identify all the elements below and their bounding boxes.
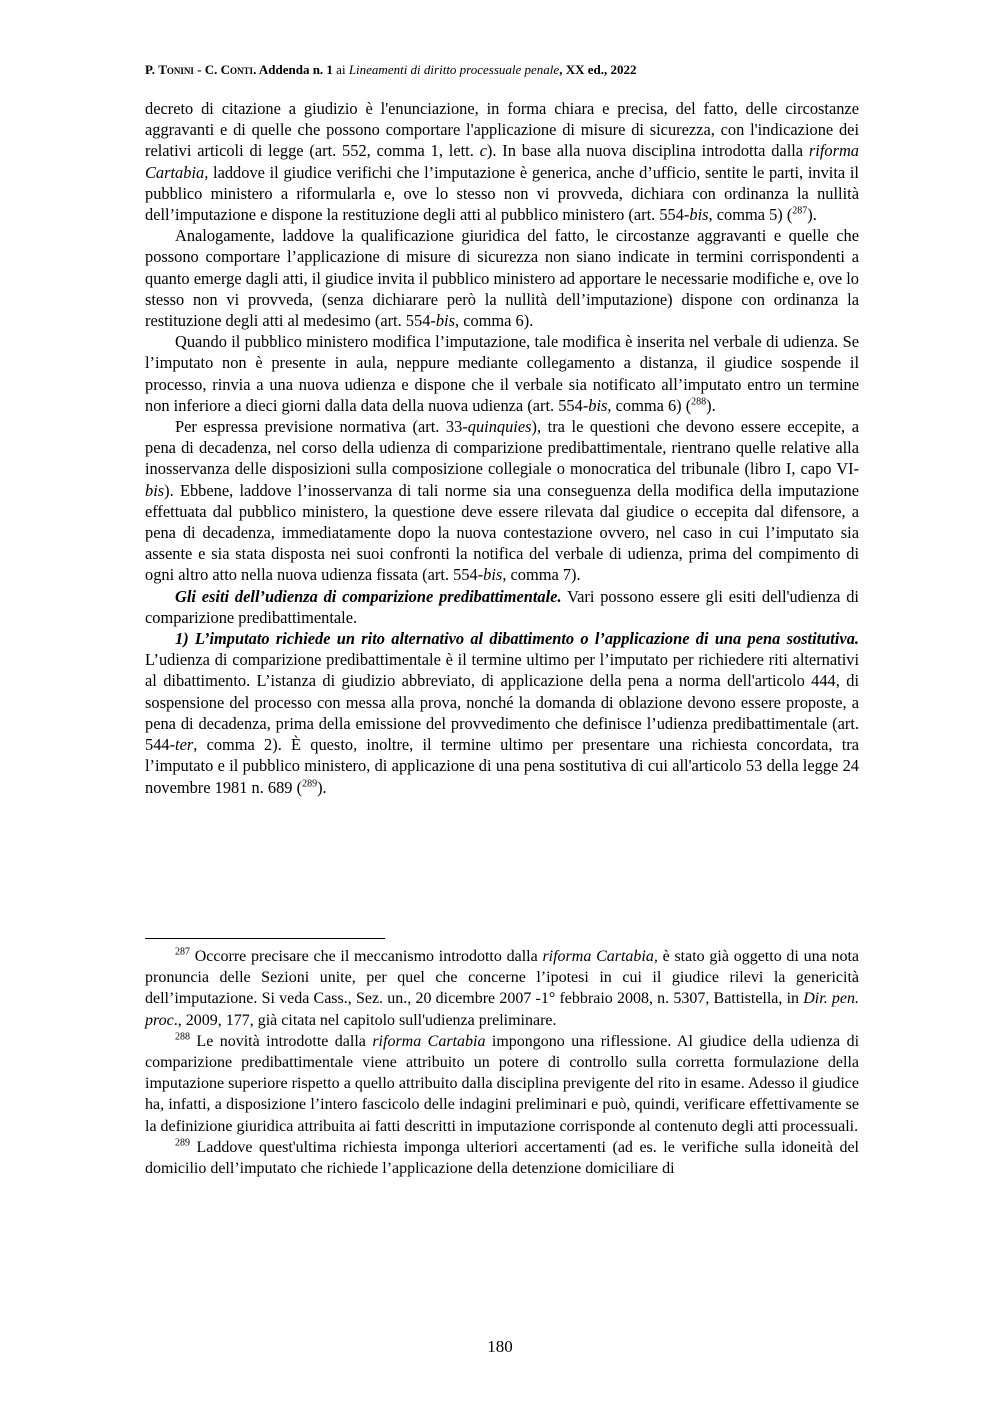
section-heading: 1) L’imputato richiede un rito alternativo al dibattimento o l’applicazione di una pena sostitutiva.	[175, 629, 859, 649]
page-number: 180	[487, 1337, 513, 1356]
paragraph: 1) L’imputato richiede un rito alternativo al dibattimento o l’applicazione di una pena sostitutiva. L’udienza di comparizione predibattimentale è il termine ultimo per l’imputato per richiedere riti alternativi al dibattimento. L’istanza di giudizio abbreviato, di applicazione della pena a norma dell'articolo 444, di sospensione del processo con messa alla prova, nonché la domanda di oblazione devono essere proposte, a pena di decadenza, prima della emissione del provvedimento che definisce l’udienza predibattimentale (art. 544-ter, comma 2). È questo, inoltre, il termine ultimo per presentare una richiesta concordata, tra l’imputato e il pubblico ministero, di applicazione di una pena sostitutiva di cui all'articolo 53 della legge 24 novembre 1981 n. 689 ($^{289}$).	[145, 629, 859, 797]
header-addenda: Addenda n. 1	[258, 62, 333, 77]
footnote-number: 288	[175, 1031, 190, 1043]
footnote-separator	[145, 938, 385, 939]
paragraph: decreto di citazione a giudizio è l'enunciazione, in forma chiara e precisa, del fatto, delle circostanze aggravanti e di quelle che possono comportare l'applicazione di misure di sicurezza, con l'indicazione dei relativi articoli di legge (art. 552, comma 1, lett. c). In base alla nuova disciplina introdotta dalla riforma Cartabia, laddove il giudice verifichi che l’imputazione è generica, anche d’ufficio, sentite le parti, invita il pubblico ministero a riformularla e, ove lo stesso non vi provveda, dichiara con ordinanza la nullità dell’imputazione e dispone la restituzione degli atti al pubblico ministero (art. 554-bis, comma 5) ($^{287}$).	[145, 99, 859, 225]
header-authors: P. Tonini - C. Conti.	[145, 62, 259, 77]
footnote-number: 289	[175, 1137, 190, 1149]
header-edition: , XX ed., 2022	[559, 62, 637, 77]
running-header: P. Tonini - C. Conti. Addenda n. 1 ai Lineamenti di diritto processuale penale, XX ed., 2022	[145, 62, 637, 77]
footnote-reference: 288	[691, 396, 707, 408]
footnote: $^{289}$ Laddove quest'ultima richiesta imponga ulteriori accertamenti (ad es. le verifiche sulla idoneità del domicilio dell’imputato che richiede l’applicazione della detenzione domiciliare di	[145, 1137, 859, 1178]
paragraph: Quando il pubblico ministero modifica l’imputazione, tale modifica è inserita nel verbale di udienza. Se l’imputato non è presente in aula, neppure mediante collegamento a distanza, il giudice sospende il processo, rinvia a una nuova udienza e dispone che il verbale sia notificato all’imputato entro un termine non inferiore a dieci giorni dalla data della nuova udienza (art. 554-bis, comma 6) ($^{288}$).	[145, 332, 859, 415]
header-book-title: Lineamenti di diritto processuale penale	[348, 62, 560, 77]
paragraph: Analogamente, laddove la qualificazione giuridica del fatto, le circostanze aggravanti e quelle che possono comportare l’applicazione di misure di sicurezza non siano indicate in termini corrispondenti a quanto emerge dagli atti, il giudice invita il pubblico ministero ad apportare le necessarie modifiche e, ove lo stesso non vi provveda, (senza dichiarare però la nullità dell’imputazione) dispone con ordinanza la restituzione degli atti al medesimo (art. 554-bis, comma 6).	[145, 226, 859, 331]
footnote-number: 287	[175, 946, 190, 958]
footnotes	[145, 946, 859, 1179]
paragraph: Per espressa previsione normativa (art. 33-quinquies), tra le questioni che devono essere eccepite, a pena di decadenza, nel corso della udienza di comparizione predibattimentale, rientrano quelle relative alla inosservanza delle disposizioni sulla composizione collegiale o monocratica del tribunale (libro I, capo VI-bis). Ebbene, laddove l’inosservanza di tali norme sia una conseguenza della modifica della imputazione effettuata dal pubblico ministero, la questione deve essere rilevata dal giudice o eccepita dal difensore, a pena di decadenza, immediatamente dopo la nuova contestazione ovvero, nel caso in cui l’imputato sia assente e sia stata disposta nei suoi confronti la notifica del verbale di udienza, prima del compimento di ogni altro atto nella nuova udienza fissata (art. 554-bis, comma 7).	[145, 417, 860, 585]
paragraph: Gli esiti dell’udienza di comparizione predibattimentale. Vari possono essere gli esiti dell'udienza di comparizione predibattimentale.	[145, 586, 859, 627]
section-heading: Gli esiti dell’udienza di comparizione predibattimentale.	[175, 586, 562, 606]
footnote-reference: 287	[792, 205, 808, 217]
footnote-reference: 289	[302, 778, 318, 790]
body-text	[145, 98, 859, 798]
footnote: $^{288}$ Le novità introdotte dalla riforma Cartabia impongono una riflessione. Al giudice della udienza di comparizione predibattimentale viene attribuito un potere di controllo sulla corretta formulazione della imputazione superiore rispetto a quello attribuito dalla disciplina previgente del rito in esame. Adesso il giudice ha, infatti, a disposizione l’intero fascicolo delle indagini preliminari e può, quindi, verificare effettivamente se la definizione giuridica attribuita ai fatti descritti in imputazione corrisponde al contenuto degli atti processuali.	[145, 1031, 860, 1135]
footnote: $^{287}$ Occorre precisare che il meccanismo introdotto dalla riforma Cartabia, è stato già oggetto di una nota pronuncia delle Sezioni unite, per quel che concerne l’ipotesi in cui il giudice rilevi la genericità dell’imputazione. Si veda Cass., Sez. un., 20 dicembre 2007 -1° febbraio 2008, n. 5307, Battistella, in Dir. pen. proc., 2009, 177, già citata nel capitolo sull'udienza preliminare.	[145, 946, 860, 1029]
